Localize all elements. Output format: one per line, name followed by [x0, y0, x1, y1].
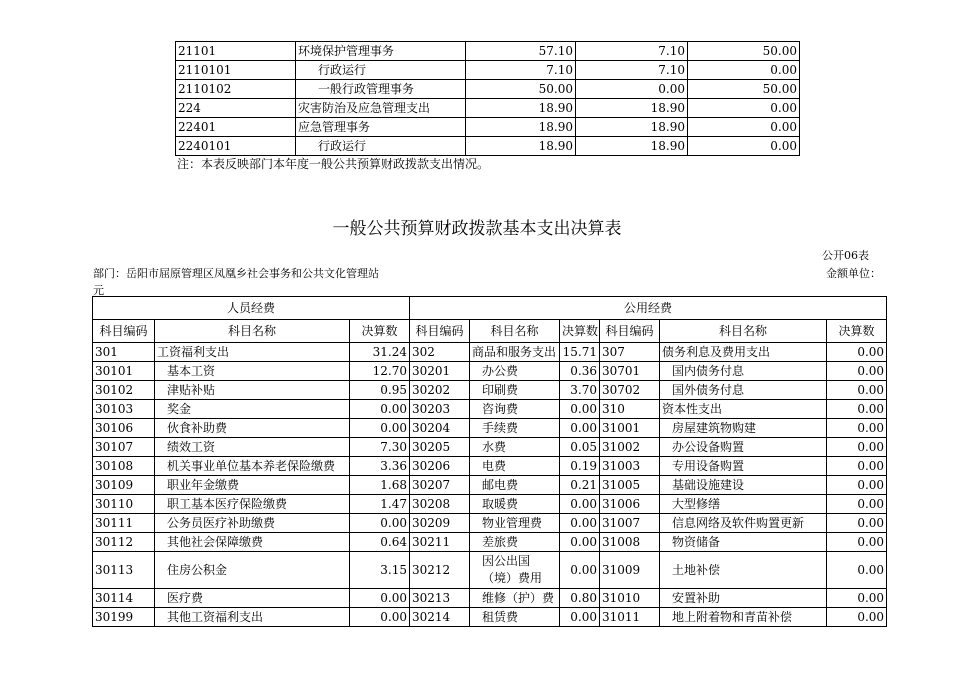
- public-amount: 0.00: [827, 438, 887, 457]
- public-amount: 0.00: [560, 419, 600, 438]
- col-amount: 决算数: [827, 320, 887, 343]
- personnel-code: 30108: [93, 457, 155, 476]
- personnel-amount: 3.15: [350, 552, 410, 589]
- basic-amount: 18.90: [576, 99, 688, 118]
- personnel-code: 30106: [93, 419, 155, 438]
- public-code: 30207: [410, 476, 470, 495]
- public-amount: 0.00: [827, 419, 887, 438]
- personnel-code: 30109: [93, 476, 155, 495]
- personnel-name: 其他社会保障缴费: [155, 533, 350, 552]
- public-code: 31001: [600, 419, 660, 438]
- basic-amount: 18.90: [576, 118, 688, 137]
- subject-code: 2110102: [176, 80, 296, 99]
- personnel-code: 30112: [93, 533, 155, 552]
- public-name: 地上附着物和青苗补偿: [660, 608, 827, 627]
- table-row: [176, 42, 800, 61]
- table-row: [93, 476, 887, 495]
- public-name: 咨询费: [470, 400, 560, 419]
- column-header-row: [93, 320, 887, 343]
- public-amount: 0.00: [827, 552, 887, 589]
- personnel-name: 公务员医疗补助缴费: [155, 514, 350, 533]
- personnel-name: 伙食补助费: [155, 419, 350, 438]
- public-name: 资本性支出: [660, 400, 827, 419]
- total-amount: 7.10: [466, 61, 576, 80]
- personnel-amount: 3.36: [350, 457, 410, 476]
- public-code: 30209: [410, 514, 470, 533]
- public-name: 基础设施建设: [660, 476, 827, 495]
- basic-amount: 18.90: [576, 137, 688, 156]
- personnel-amount: 0.00: [350, 514, 410, 533]
- public-amount: 0.00: [827, 400, 887, 419]
- public-code: 30203: [410, 400, 470, 419]
- page-title: 一般公共预算财政拨款基本支出决算表: [332, 219, 622, 239]
- subject-code: 22401: [176, 118, 296, 137]
- personnel-amount: 12.70: [350, 362, 410, 381]
- public-code: 31002: [600, 438, 660, 457]
- public-code: 30208: [410, 495, 470, 514]
- public-amount: 0.00: [827, 533, 887, 552]
- public-name: 国外债务付息: [660, 381, 827, 400]
- project-amount: 50.00: [688, 80, 800, 99]
- total-amount: 18.90: [466, 137, 576, 156]
- public-code: 30702: [600, 381, 660, 400]
- table-row: [93, 400, 887, 419]
- subject-code: 2110101: [176, 61, 296, 80]
- subject-name: 灾害防治及应急管理支出: [296, 99, 466, 118]
- public-name: 国内债务付息: [660, 362, 827, 381]
- personnel-code: 30107: [93, 438, 155, 457]
- personnel-name: 津贴补贴: [155, 381, 350, 400]
- subject-name: 行政运行: [296, 61, 466, 80]
- personnel-amount: 0.00: [350, 400, 410, 419]
- public-amount: 0.00: [827, 457, 887, 476]
- public-code: 31008: [600, 533, 660, 552]
- subject-code: 2240101: [176, 137, 296, 156]
- public-amount: 0.19: [560, 457, 600, 476]
- group-header-row: [93, 297, 887, 320]
- public-code: 31006: [600, 495, 660, 514]
- public-amount: 0.00: [560, 514, 600, 533]
- table-row: [93, 552, 887, 589]
- subject-code: 224: [176, 99, 296, 118]
- personnel-code: 30110: [93, 495, 155, 514]
- table-row: [93, 438, 887, 457]
- public-amount: 0.00: [827, 362, 887, 381]
- subject-code: 21101: [176, 42, 296, 61]
- public-name: 专用设备购置: [660, 457, 827, 476]
- table-row: [176, 118, 800, 137]
- personnel-header: 人员经费: [93, 297, 410, 320]
- personnel-name: 基本工资: [155, 362, 350, 381]
- total-amount: 57.10: [466, 42, 576, 61]
- public-amount: 3.70: [560, 381, 600, 400]
- public-amount: 0.00: [560, 400, 600, 419]
- personnel-name: 职工基本医疗保险缴费: [155, 495, 350, 514]
- public-code: 30201: [410, 362, 470, 381]
- public-amount: 0.00: [560, 552, 600, 589]
- public-name: 邮电费: [470, 476, 560, 495]
- table-row: [93, 514, 887, 533]
- personnel-code: 30111: [93, 514, 155, 533]
- personnel-code: 30101: [93, 362, 155, 381]
- project-amount: 0.00: [688, 61, 800, 80]
- table-row: [176, 80, 800, 99]
- table-row: [176, 61, 800, 80]
- public-code: 30211: [410, 533, 470, 552]
- personnel-amount: 0.00: [350, 608, 410, 627]
- personnel-amount: 1.47: [350, 495, 410, 514]
- table-row: [93, 495, 887, 514]
- public-name: 因公出国（境）费用: [470, 552, 560, 589]
- public-name: 维修（护）费: [470, 589, 560, 608]
- public-code: 30206: [410, 457, 470, 476]
- public-name: 租赁费: [470, 608, 560, 627]
- col-amount: 决算数: [350, 320, 410, 343]
- public-code: 307: [600, 343, 660, 362]
- table-row: [176, 99, 800, 118]
- public-name: 物业管理费: [470, 514, 560, 533]
- personnel-code: 30103: [93, 400, 155, 419]
- public-amount: 0.00: [827, 608, 887, 627]
- table-row: [93, 362, 887, 381]
- personnel-amount: 0.00: [350, 419, 410, 438]
- public-code: 31009: [600, 552, 660, 589]
- public-amount: 0.80: [560, 589, 600, 608]
- personnel-name: 绩效工资: [155, 438, 350, 457]
- total-amount: 18.90: [466, 99, 576, 118]
- public-name: 房屋建筑物购建: [660, 419, 827, 438]
- public-name: 水费: [470, 438, 560, 457]
- table-row: [176, 137, 800, 156]
- public-code: 30204: [410, 419, 470, 438]
- public-name: 信息网络及软件购置更新: [660, 514, 827, 533]
- basic-amount: 7.10: [576, 61, 688, 80]
- subject-name: 行政运行: [296, 137, 466, 156]
- personnel-name: 医疗费: [155, 589, 350, 608]
- public-code: 310: [600, 400, 660, 419]
- personnel-amount: 0.95: [350, 381, 410, 400]
- public-amount: 0.00: [827, 495, 887, 514]
- col-name: 科目名称: [660, 320, 827, 343]
- public-amount: 0.00: [827, 514, 887, 533]
- project-amount: 0.00: [688, 118, 800, 137]
- personnel-code: 30114: [93, 589, 155, 608]
- personnel-name: 住房公积金: [155, 552, 350, 589]
- col-code: 科目编码: [600, 320, 660, 343]
- personnel-code: 30102: [93, 381, 155, 400]
- public-name: 土地补偿: [660, 552, 827, 589]
- public-amount: 0.36: [560, 362, 600, 381]
- public-name: 安置补助: [660, 589, 827, 608]
- public-amount: 0.21: [560, 476, 600, 495]
- public-code: 30213: [410, 589, 470, 608]
- public-name: 办公费: [470, 362, 560, 381]
- amount-unit-label: 金额单位：: [826, 267, 881, 280]
- public-header: 公用经费: [410, 297, 887, 320]
- public-amount: 0.05: [560, 438, 600, 457]
- table-row: [93, 381, 887, 400]
- public-amount: 0.00: [827, 476, 887, 495]
- personnel-amount: 1.68: [350, 476, 410, 495]
- public-code: 31005: [600, 476, 660, 495]
- public-code: 31011: [600, 608, 660, 627]
- col-name: 科目名称: [470, 320, 560, 343]
- personnel-code: 301: [93, 343, 155, 362]
- personnel-name: 奖金: [155, 400, 350, 419]
- table-row: [93, 419, 887, 438]
- public-name: 电费: [470, 457, 560, 476]
- personnel-name: 其他工资福利支出: [155, 608, 350, 627]
- public-name: 商品和服务支出: [470, 343, 560, 362]
- public-code: 30212: [410, 552, 470, 589]
- public-amount: 0.00: [560, 495, 600, 514]
- public-amount: 0.00: [827, 589, 887, 608]
- total-amount: 18.90: [466, 118, 576, 137]
- col-code: 科目编码: [93, 320, 155, 343]
- personnel-name: 职业年金缴费: [155, 476, 350, 495]
- personnel-name: 工资福利支出: [155, 343, 350, 362]
- amount-unit-value: 元: [93, 284, 104, 297]
- subject-name: 应急管理事务: [296, 118, 466, 137]
- subject-name: 一般行政管理事务: [296, 80, 466, 99]
- table-row: [93, 589, 887, 608]
- table-note: 注：本表反映部门本年度一般公共预算财政拨款支出情况。: [177, 157, 490, 171]
- public-name: 取暖费: [470, 495, 560, 514]
- public-code: 31003: [600, 457, 660, 476]
- public-code: 30202: [410, 381, 470, 400]
- public-code: 30205: [410, 438, 470, 457]
- department-label: 部门：岳阳市屈原管理区凤凰乡社会事务和公共文化管理站: [93, 267, 379, 280]
- personnel-code: 30199: [93, 608, 155, 627]
- public-amount: 0.00: [827, 381, 887, 400]
- public-amount: 0.00: [827, 343, 887, 362]
- public-code: 30214: [410, 608, 470, 627]
- public-code: 31010: [600, 589, 660, 608]
- col-amount: 决算数: [560, 320, 600, 343]
- public-amount: 0.00: [560, 608, 600, 627]
- total-amount: 50.00: [466, 80, 576, 99]
- basic-expenditure-table: [92, 296, 887, 627]
- project-amount: 0.00: [688, 137, 800, 156]
- public-name: 大型修缮: [660, 495, 827, 514]
- table-row: [93, 608, 887, 627]
- public-name: 印刷费: [470, 381, 560, 400]
- public-code: 30701: [600, 362, 660, 381]
- col-code: 科目编码: [410, 320, 470, 343]
- personnel-amount: 0.00: [350, 589, 410, 608]
- form-number: 公开06表: [822, 249, 869, 262]
- subject-name: 环境保护管理事务: [296, 42, 466, 61]
- table-row: [93, 457, 887, 476]
- public-name: 差旅费: [470, 533, 560, 552]
- personnel-code: 30113: [93, 552, 155, 589]
- public-code: 302: [410, 343, 470, 362]
- project-amount: 50.00: [688, 42, 800, 61]
- personnel-amount: 31.24: [350, 343, 410, 362]
- basic-amount: 7.10: [576, 42, 688, 61]
- public-name: 办公设备购置: [660, 438, 827, 457]
- public-code: 31007: [600, 514, 660, 533]
- public-name: 物资储备: [660, 533, 827, 552]
- expenditure-detail-table: [175, 41, 800, 156]
- public-name: 债务利息及费用支出: [660, 343, 827, 362]
- public-name: 手续费: [470, 419, 560, 438]
- public-amount: 15.71: [560, 343, 600, 362]
- project-amount: 0.00: [688, 99, 800, 118]
- basic-amount: 0.00: [576, 80, 688, 99]
- table-row: [93, 533, 887, 552]
- table-row: [93, 343, 887, 362]
- col-name: 科目名称: [155, 320, 350, 343]
- public-amount: 0.00: [560, 533, 600, 552]
- personnel-amount: 0.64: [350, 533, 410, 552]
- personnel-amount: 7.30: [350, 438, 410, 457]
- personnel-name: 机关事业单位基本养老保险缴费: [155, 457, 350, 476]
